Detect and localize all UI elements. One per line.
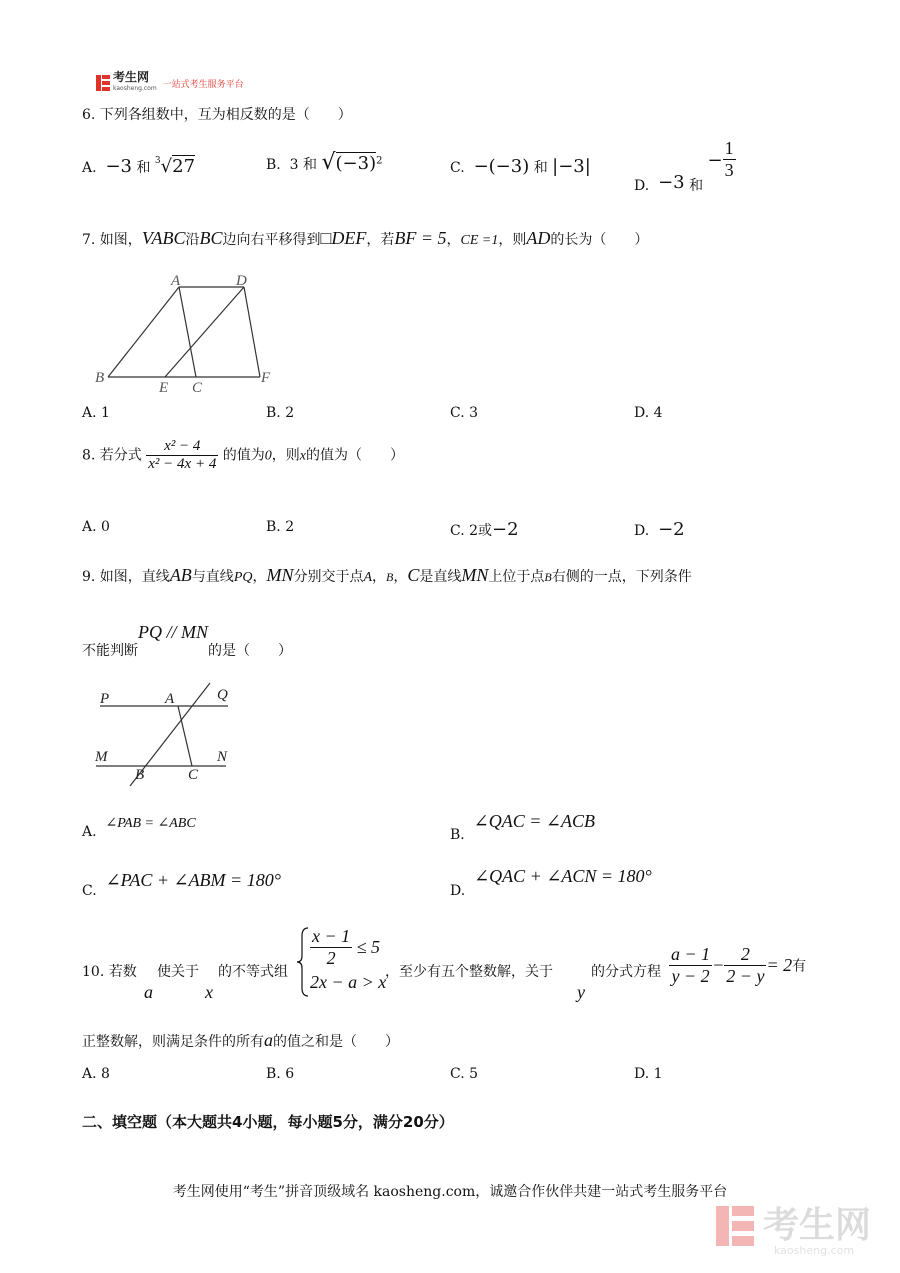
brand-name: 考生网 kaosheng.com <box>113 70 157 92</box>
q9-label-c: C <box>188 767 199 783</box>
q9-label-b: B <box>135 767 145 783</box>
q10-line2: 正整数解，则满足条件的所有a的值之和是（ ） <box>82 1030 399 1050</box>
q10-s4: ，至少有五个整数解，关于 <box>385 964 553 980</box>
q9-label-p: P <box>100 691 110 707</box>
section-heading: 二、填空题（本大题共4小题，每小题5分，满分20分） <box>82 1113 454 1131</box>
q9-option-c: C. ∠PAC + ∠ABM = 180° <box>82 870 281 899</box>
q9-option-b: B. ∠QAC = ∠ACB <box>450 811 595 843</box>
q9-label-q: Q <box>217 687 228 703</box>
q7-option-d: D. 4 <box>634 405 663 421</box>
q6-stem: 6. 下列各组数中，互为相反数的是（ ） <box>82 107 352 123</box>
q6-option-c: C. −(−3) 和 |−3| <box>450 156 591 177</box>
watermark <box>716 1205 872 1257</box>
q7-option-c: C. 3 <box>450 405 479 421</box>
q7-option-b: B. 2 <box>266 405 295 421</box>
q7-stem: 7. 如图，VABC沿BC边向右平移得到□DEF，若BF = 5，CE =1，则AD的长为（ ） <box>82 228 649 248</box>
q8-option-c: C. 2或−2 <box>450 519 519 540</box>
q10-s3: 的不等式组 <box>218 964 288 980</box>
q10-option-d: D. 1 <box>634 1066 663 1082</box>
q9-stem-line1: 9. 如图，直线AB与直线PQ，MN分别交于点A，B，C是直线MN上位于点B右侧的一点，下列条件 <box>82 565 692 585</box>
q9-option-d: D. ∠QAC + ∠ACN = 180° <box>450 866 652 899</box>
q7-label-c: C <box>192 380 203 396</box>
q7-label-f: F <box>261 370 271 386</box>
watermark-sub: kaosheng.com <box>774 1244 855 1257</box>
q7-label-e: E <box>159 380 169 396</box>
q7-figure <box>90 270 280 396</box>
q9-label-a: A <box>165 691 175 707</box>
q7-option-a: A. 1 <box>82 405 110 421</box>
q10-s5: 的分式方程 <box>591 964 661 980</box>
q10-option-a: A. 8 <box>82 1066 110 1082</box>
q10-x: x <box>205 982 213 1002</box>
q10-s1: 10. 若数 <box>82 964 137 980</box>
q9-figure <box>90 680 235 790</box>
q7-label-d: D <box>236 273 247 289</box>
q9-stem-line2: 不能判断PQ // MN的是（ ） <box>82 622 292 659</box>
watermark-text: 考生网 <box>763 1205 872 1246</box>
q9-label-n: N <box>217 749 228 765</box>
q8-stem: 8. 若分式 $\frac{\text{x² − 4}}{\text{x² − 4x + 4}}$ 的值为0，则x的值为（ ） <box>82 438 404 472</box>
q10-equation: $\frac{a - 1}{y - 2}$ − $\frac{2}{2 - y}$ = 2有 <box>671 944 807 986</box>
watermark-logo-icon <box>716 1206 754 1246</box>
slogan: 一站式考生服务平台 <box>162 79 244 90</box>
q10-brace <box>296 926 310 998</box>
q8-option-b: B. 2 <box>266 519 295 535</box>
q9-label-m: M <box>95 749 108 765</box>
q10-ineq2: 2x − a > x <box>310 972 387 992</box>
q7-label-b: B <box>95 370 105 386</box>
q9-option-a: A. ∠PAB = ∠ABC <box>82 816 196 840</box>
logo-icon <box>96 75 110 91</box>
q8-option-a: A. 0 <box>82 519 110 535</box>
footer-text: 考生网使用“考生”拼音顶级域名 kaosheng.com，诚邀合作伙伴共建一站式考生服务平台 <box>172 1184 728 1200</box>
q10-s2: 使关于 <box>157 964 199 980</box>
q10-y: y <box>577 982 585 1002</box>
q6-option-a: A. −3 和 $^3$√27 <box>82 156 196 177</box>
q8-option-d: D. −2 <box>634 519 685 540</box>
q10-ineq1: $\frac{x - 1}{2}$ ≤ 5 <box>312 926 381 968</box>
q10-option-b: B. 6 <box>266 1066 295 1082</box>
q6-option-b: B. 3 和 $√(-3)^2$ <box>266 150 383 175</box>
q6-option-d: D. −3 和 − $\frac{1}{3}$ <box>634 138 734 194</box>
header-logo <box>96 70 244 93</box>
q10-a: a <box>144 982 153 1002</box>
q7-label-a: A <box>171 273 181 289</box>
q10-option-c: C. 5 <box>450 1066 479 1082</box>
